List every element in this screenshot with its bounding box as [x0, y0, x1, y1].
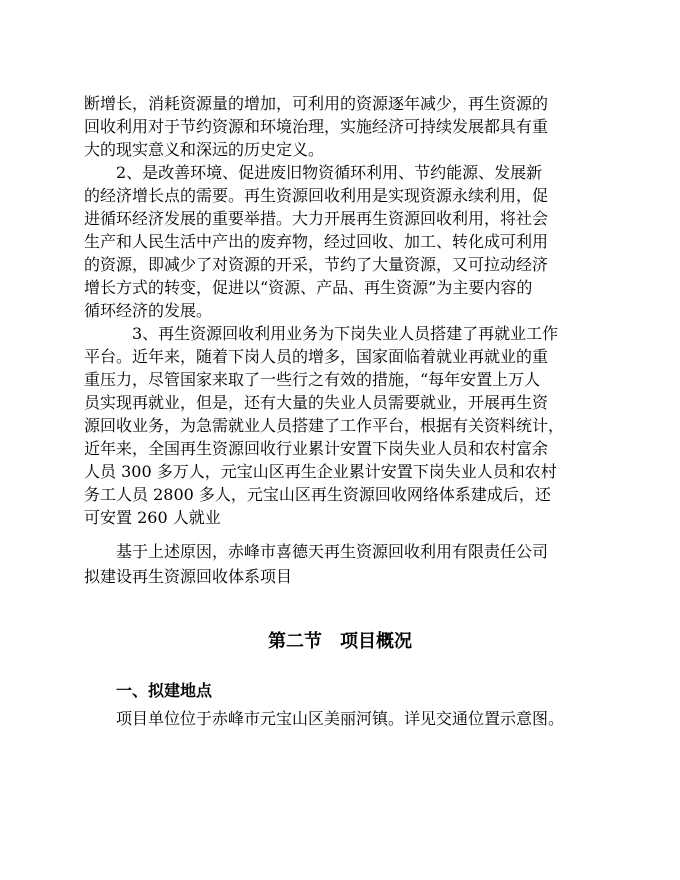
text-line: 2、是改善环境、促进废旧物资循环利用、节约能源、发展新: [84, 163, 543, 182]
text-line: 的经济增长点的需要。再生资源回收利用是实现资源永续利用，促: [84, 186, 549, 205]
text-line: 基于上述原因，赤峰市喜德天再生资源回收利用有限责任公司: [84, 542, 549, 561]
text-line: 近年来，全国再生资源回收行业累计安置下岗失业人员和农村富余: [84, 439, 549, 458]
subsection-title: 一、拟建地点: [116, 681, 213, 700]
text-line: 员实现再就业，但是，还有大量的失业人员需要就业，开展再生资: [84, 393, 549, 412]
text-line: 平台。近年来，随着下岗人员的增多，国家面临着就业再就业的重: [84, 347, 549, 366]
text-line: 拟建设再生资源回收体系项目: [84, 567, 293, 586]
text-line: 源回收业务，为急需就业人员搭建了工作平台，根据有关资料统计，: [84, 416, 565, 435]
text-line: 可安置 260 人就业: [84, 508, 221, 527]
text-line: 回收利用对于节约资源和环境治理，实施经济可持续发展都具有重: [84, 117, 549, 136]
text-line: 3、再生资源回收利用业务为下岗失业人员搭建了再就业工作: [84, 324, 559, 343]
body-text-block: [84, 92, 600, 529]
text-line: 人员 300 多万人，元宝山区再生企业累计安置下岗失业人员和农村: [84, 462, 557, 481]
section-title: 第二节 项目概况: [268, 631, 412, 652]
location-text: 项目单位位于赤峰市元宝山区美丽河镇。详见交通位置示意图。: [116, 709, 565, 728]
conclusion-text-block: [84, 539, 600, 589]
text-line: 断增长，消耗资源量的增加，可利用的资源逐年减少，再生资源的: [84, 94, 549, 113]
text-line: 进循环经济发展的重要举措。大力开展再生资源回收利用，将社会: [84, 209, 549, 228]
text-line: 重压力，尽管国家来取了一些行之有效的措施，“每年安置上万人: [84, 370, 541, 389]
text-line: 循环经济的发展。: [84, 301, 213, 320]
text-line: 大的现实意义和深远的历史定义。: [84, 140, 325, 159]
text-line: 务工人员 2800 多人，元宝山区再生资源回收网络体系建成后，还: [84, 485, 551, 504]
text-line: 生产和人民生活中产出的废弃物，经过回收、加工、转化成可利用: [84, 232, 549, 251]
text-line: 的资源，即减少了对资源的开采，节约了大量资源，又可拉动经济: [84, 255, 549, 274]
text-line: 增长方式的转变，促进以“资源、产品、再生资源”为主要内容的: [84, 278, 533, 297]
